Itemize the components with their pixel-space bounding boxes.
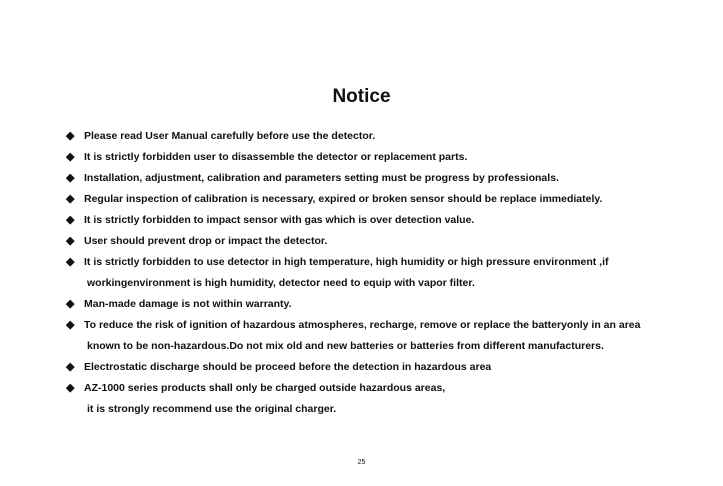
list-item <box>66 210 706 231</box>
diamond-bullet-icon: ◆ <box>66 130 75 142</box>
list-item-text: Installation, adjustment, calibration and parameters setting must be progress by professionals. <box>84 172 559 184</box>
page-number: 25 <box>357 459 366 466</box>
list-item-text: It is strictly forbidden to use detector in high temperature, high humidity or high pressure environment ,if <box>84 256 609 268</box>
diamond-bullet-icon: ◆ <box>66 382 75 394</box>
list-item <box>66 294 706 315</box>
diamond-bullet-icon: ◆ <box>66 298 75 310</box>
list-item-text: User should prevent drop or impact the detector. <box>84 235 328 247</box>
list-item <box>66 252 706 294</box>
notice-list <box>66 126 706 420</box>
list-item-continuation: workingenvironment is high humidity, detector need to equip with vapor filter. <box>87 277 475 289</box>
list-item <box>66 189 706 210</box>
list-item <box>66 147 706 168</box>
page-title: Notice <box>332 86 391 107</box>
list-item <box>66 315 706 357</box>
diamond-bullet-icon: ◆ <box>66 151 75 163</box>
list-item-text: It is strictly forbidden user to disassemble the detector or replacement parts. <box>84 151 468 163</box>
list-item <box>66 126 706 147</box>
list-item <box>66 231 706 252</box>
list-item-text: Electrostatic discharge should be proceed before the detection in hazardous area <box>84 361 492 373</box>
list-item-text: AZ-1000 series products shall only be charged outside hazardous areas, <box>84 382 446 394</box>
diamond-bullet-icon: ◆ <box>66 361 75 373</box>
diamond-bullet-icon: ◆ <box>66 193 75 205</box>
list-item-text: Please read User Manual carefully before use the detector. <box>84 130 376 142</box>
diamond-bullet-icon: ◆ <box>66 256 75 268</box>
diamond-bullet-icon: ◆ <box>66 214 75 226</box>
list-item <box>66 378 706 420</box>
list-item-text: Man-made damage is not within warranty. <box>84 298 292 310</box>
list-item-text: Regular inspection of calibration is necessary, expired or broken sensor should be replace immediately. <box>84 193 603 205</box>
list-item-continuation: it is strongly recommend use the original charger. <box>87 403 337 415</box>
list-item-text: To reduce the risk of ignition of hazardous atmospheres, recharge, remove or replace the batteryonly in an area <box>84 319 641 331</box>
list-item-continuation: known to be non-hazardous.Do not mix old and new batteries or batteries from different manufacturers. <box>87 340 604 352</box>
list-item <box>66 357 706 378</box>
diamond-bullet-icon: ◆ <box>66 172 75 184</box>
diamond-bullet-icon: ◆ <box>66 235 75 247</box>
list-item-text: It is strictly forbidden to impact sensor with gas which is over detection value. <box>84 214 475 226</box>
diamond-bullet-icon: ◆ <box>66 319 75 331</box>
list-item <box>66 168 706 189</box>
